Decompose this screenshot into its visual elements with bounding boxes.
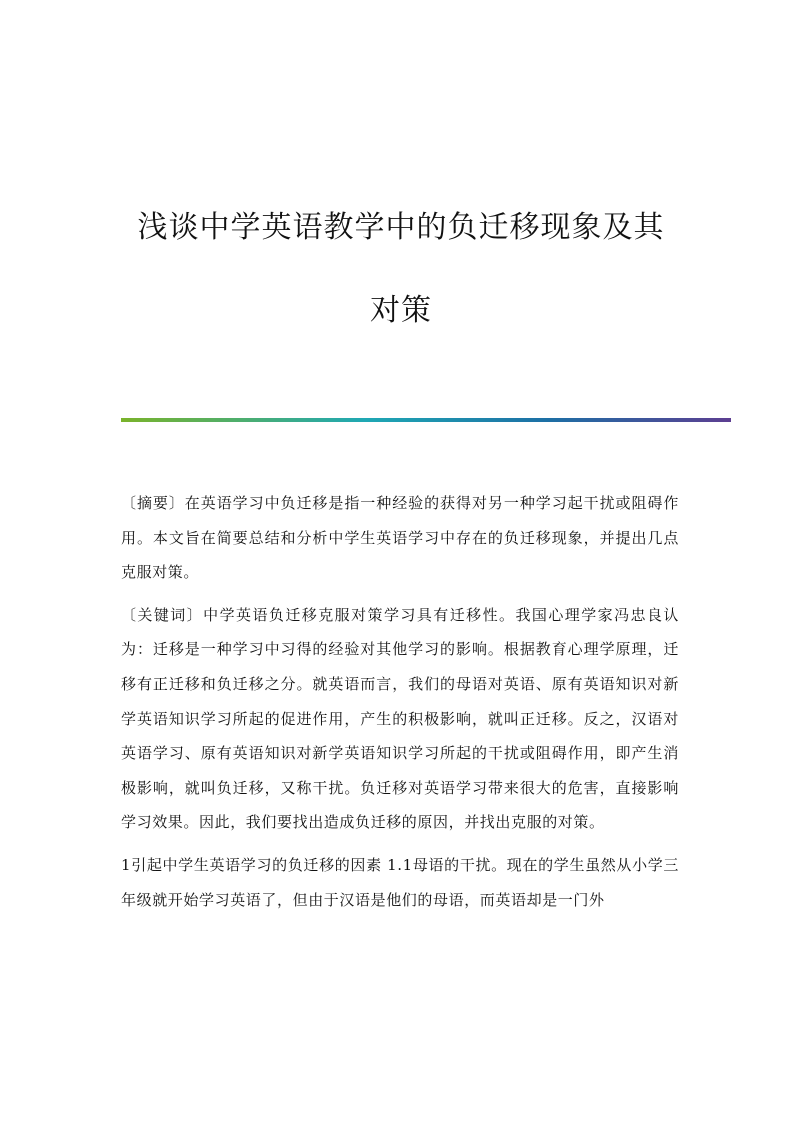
- title-line-2: 对策: [370, 293, 432, 328]
- abstract-paragraph: 〔摘要〕在英语学习中负迁移是指一种经验的获得对另一种学习起干扰或阻碍作用。本文旨在简要总结和分析中学生英语学习中存在的负迁移现象，并提出几点克服对策。: [121, 494, 679, 582]
- document-title: [118, 186, 684, 352]
- document-body: [121, 486, 679, 925]
- title-line-1: 浅谈中学英语教学中的负迁移现象及其: [137, 210, 665, 245]
- title-divider: [121, 418, 731, 422]
- section-paragraph: 1引起中学生英语学习的负迁移的因素 1.1母语的干扰。现在的学生虽然从小学三年级就开始学习英语了，但由于汉语是他们的母语，而英语却是一门外: [121, 855, 679, 909]
- keywords-paragraph: 〔关键词〕中学英语负迁移克服对策学习具有迁移性。我国心理学家冯忠良认为：迁移是一种学习中习得的经验对其他学习的影响。根据教育心理学原理，迁移有正迁移和负迁移之分。就英语而言，我们的母语对英语、原有英语知识对新学英语知识学习所起的促进作用，产生的积极影响，就叫正迁移。反之，汉语对英语学习、原有英语知识对新学英语知识学习所起的干扰或阻碍作用，即产生消极影响，就叫负迁移，又称干扰。负迁移对英语学习带来很大的危害，直接影响学习效果。因此，我们要找出造成负迁移的原因，并找出克服的对策。: [121, 605, 679, 832]
